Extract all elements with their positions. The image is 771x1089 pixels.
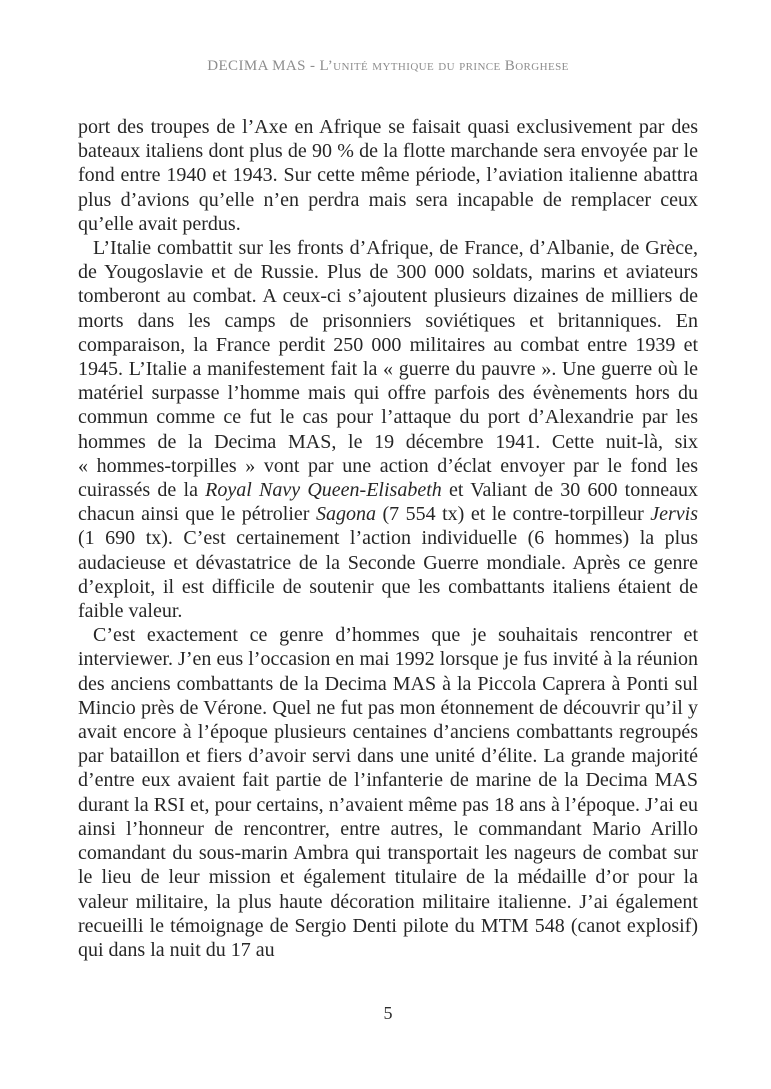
text-segment: L’Italie combattit sur les fronts d’Afrique, de France, d’Albanie, de Grèce, de Yougoslavie et de Russie. Plus de 300 000 soldats, marins et aviateurs tomberont au combat. A ceux-ci s’ajoutent plusieurs dizaines de milliers de morts dans les camps de prisonniers soviétiques et britanniques. En comparaison, la France perdit 250 000 militaires au combat entre 1939 et 1945. L’Italie a manifestement fait la « guerre du pauvre ». Une guerre où le matériel surpasse l’homme mais qui offre parfois des évènements hors du commun comme ce fut le cas pour l’attaque du port d’Alexandrie par les hommes de la Decima MAS, le 19 décembre 1941. Cette nuit-là, six « hommes-torpilles » vont par une action d’éclat envoyer par le fond les cuirassés de la [78, 237, 698, 502]
text-segment: port des troupes de l’Axe en Afrique se faisait quasi exclusivement par des bateaux italiens dont plus de 90 % de la flotte marchande sera envoyée par le fond entre 1940 et 1943. Sur cette même période, l’aviation italienne abattra plus d’avions qu’elle n’en perdra mais sera incapable de remplacer ceux qu’elle avait perdus. [78, 116, 698, 235]
text-segment: (7 554 tx) et le contre-torpilleur [375, 503, 651, 526]
page-number: 5 [383, 1003, 393, 1023]
paragraph [78, 236, 698, 623]
text-segment: C’est exactement ce genre d’hommes que je souhaitais rencontrer et interviewer. J’en eus l’occasion en mai 1992 lorsque je fus invité à la réunion des anciens combattants de la Decima MAS à la Piccola Caprera à Ponti sul Mincio près de Vérone. Quel ne fut pas mon étonnement de découvrir qu’il y avait encore à l’époque plusieurs centaines d’anciens combattants regroupés par bataillon et fiers d’avoir servi dans une unité d’élite. La grande majorité d’entre eux avaient fait partie de l’infanterie de marine de la Decima MAS durant la RSI et, pour certains, n’avaient même pas 18 ans à l’époque. J’ai eu ainsi l’honneur de rencontrer, entre autres, le commandant Mario Arillo comandant du sous-marin Ambra qui transportait les nageurs de combat sur le lieu de leur mission et également titulaire de la médaille d’or pour la valeur militaire, la plus haute décoration militaire italienne. J’ai également recueilli le témoignage de Sergio Denti pilote du MTM 548 (canot explosif) qui dans la nuit du 17 au [78, 624, 698, 961]
paragraph [78, 115, 698, 236]
text-segment: (1 690 tx). C’est certainement l’action individuelle (6 hommes) la plus audacieuse et dévastatrice de la Seconde Guerre mondiale. Après ce genre d’exploit, il est difficile de soutenir que les combattants italiens étaient de faible valeur. [78, 527, 698, 623]
running-header: DECIMA MAS - L’unité mythique du prince Borghese [207, 58, 569, 74]
text-segment: et Valiant de 30 600 tonneaux chacun ainsi que le pétrolier [78, 479, 698, 526]
paragraph [78, 623, 698, 962]
ship-name-italic: Sagona [315, 503, 376, 526]
ship-name-italic: Jervis [650, 503, 698, 526]
ship-name-italic: Royal Navy Queen-Elisabeth [205, 479, 442, 502]
body-text [78, 115, 698, 962]
